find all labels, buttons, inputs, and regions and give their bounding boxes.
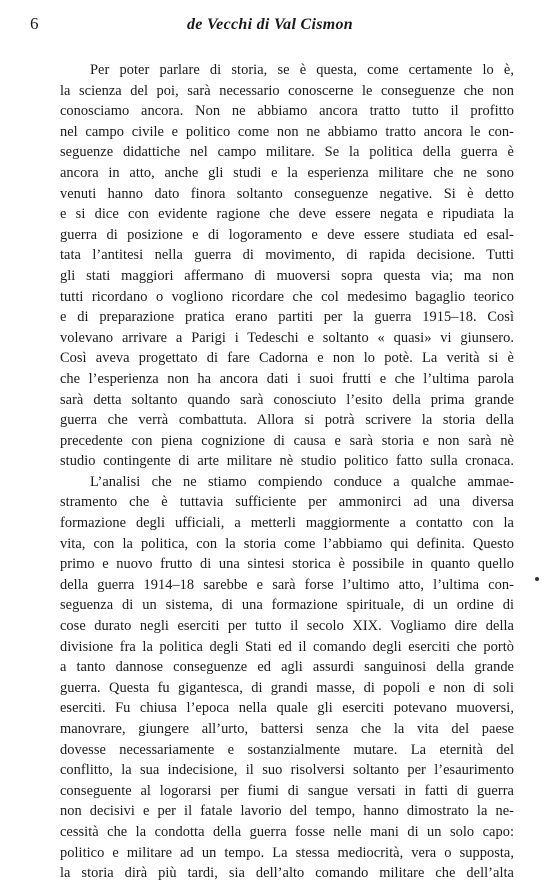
text-line: stramento che è tuttavia sufficiente per ammonirci ad una diversa	[60, 494, 514, 511]
text-line: guerra che verrà combattuta. Allora si potrà scrivere la storia della	[60, 412, 514, 429]
text-line: formazione degli ufficiali, a metterli maggiormente a contatto con la	[60, 515, 514, 532]
text-line: guerra. Questa fu gigantesca, di grandi masse, di popoli e non di soli	[60, 679, 514, 696]
text-line: sarà detta soltanto quando sarà conosciuto l’esito della prima grande	[60, 391, 514, 408]
text-line: non decisivi e per il fatale lavorio del tempo, hanno dimostrato la ne-	[60, 803, 514, 820]
paragraph-2	[30, 472, 514, 884]
text-line: vita, con la politica, con la storia come l’abbiamo qui definita. Questo	[60, 535, 514, 552]
text-line: eserciti. Fu chiusa l’epoca nella quale gli eserciti potevano muoversi,	[60, 700, 514, 717]
text-line: e di preparazione pratica erano partiti per la guerra 1915–18. Così	[60, 309, 514, 326]
running-head: de Vecchi di Val Cismon	[186, 16, 354, 33]
text-line: seguenze didattiche nel campo militare. Se la politica della guerra è	[60, 144, 514, 161]
text-line: conosciamo ancora. Non ne abbiamo ancora tratto tutto il profitto	[60, 103, 514, 120]
text-line: ancora in atto, anche gli studi e la esperienza militare che ne sono	[60, 164, 514, 181]
margin-speck	[535, 577, 539, 581]
text-line: seguenza di un sistema, di una formazione spirituale, di un ordine di	[60, 597, 514, 614]
text-line: a tanto dannose conseguenze ed agli assurdi sanguinosi della grande	[60, 659, 514, 676]
page-number: 6	[30, 14, 39, 33]
text-line: cessità che la condotta della guerra fosse nelle mani di un solo capo:	[60, 823, 514, 840]
text-line: studio contingente di arte militare nè studio politico fatto sulla cronaca.	[60, 453, 514, 470]
text-line: conseguente al logorarsi per fiumi di sangue versati in fatti di guerra	[60, 782, 514, 799]
text-line: politico e militare ad un tempo. La stessa mediocrità, vera o supposta,	[60, 844, 514, 861]
text-line: della guerra 1914–18 sarebbe e sarà forse l’ultimo atto, l’ultima con-	[60, 576, 514, 593]
text-line: Così aveva progettato di fare Cadorna e non lo potè. La verità si è	[60, 350, 514, 367]
text-line: la storia dirà più tardi, sia dell’alto comando militare che dell’alta	[60, 865, 514, 882]
text-line: manovrare, giungere all’urto, battersi senza che la vita del paese	[60, 721, 514, 737]
text-line: tutti ricordano o vogliono ricordare che col medesimo bagaglio teorico	[60, 288, 514, 305]
text-line: gli stati maggiori affermano di muoversi sopra questa via; ma non	[60, 267, 514, 284]
text-line: dovesse necessariamente e sostanzialmente mutare. La eternità del	[60, 741, 514, 758]
text-line: L’analisi che ne stiamo compiendo conduce a qualche ammae-	[90, 473, 514, 490]
text-line: tata l’antitesi nella guerra di movimento, di rapida decisione. Tutti	[60, 247, 514, 264]
text-line: la scienza del poi, sarà necessario conoscerne le conseguenze che non	[60, 82, 514, 99]
text-line: cose durato negli eserciti per tutto il secolo XIX. Vogliamo dire della	[60, 618, 514, 635]
text-line: che l’esperienza non ha ancora dati i suoi frutti e che l’ultima parola	[60, 370, 514, 387]
text-line: precedente con piena cognizione di causa e sarà storia e non sarà nè	[60, 432, 514, 449]
paragraph-1	[30, 60, 514, 472]
text-line: guerra di posizione e di logoramento e deve essere studiata ed esal-	[60, 226, 514, 243]
body-text	[30, 60, 514, 884]
text-line: divisione fra la politica degli Stati ed il comando degli eserciti che portò	[60, 638, 514, 655]
text-line: conflitto, la sua indecisione, il suo risolversi soltanto per l’esaurimento	[60, 762, 514, 779]
text-line: venuti hanno dato finora soltanto conseguenze negative. Si è detto	[60, 185, 514, 202]
text-line: volevano arrivare a Parigi i Tedeschi e soltanto « quasi» vi giunsero.	[60, 329, 514, 346]
text-line: nel campo civile e politico come non ne abbiamo tratto ancora le con-	[60, 123, 514, 140]
text-line: primo e nuovo frutto di una sintesi storica è possibile in quanto quello	[60, 556, 514, 573]
text-line: e si dice con evidente ragione che deve essere negata e ripudiata la	[60, 206, 514, 223]
page-header	[28, 14, 512, 38]
text-line: Per poter parlare di storia, se è questa, come certamente lo è,	[90, 62, 514, 78]
